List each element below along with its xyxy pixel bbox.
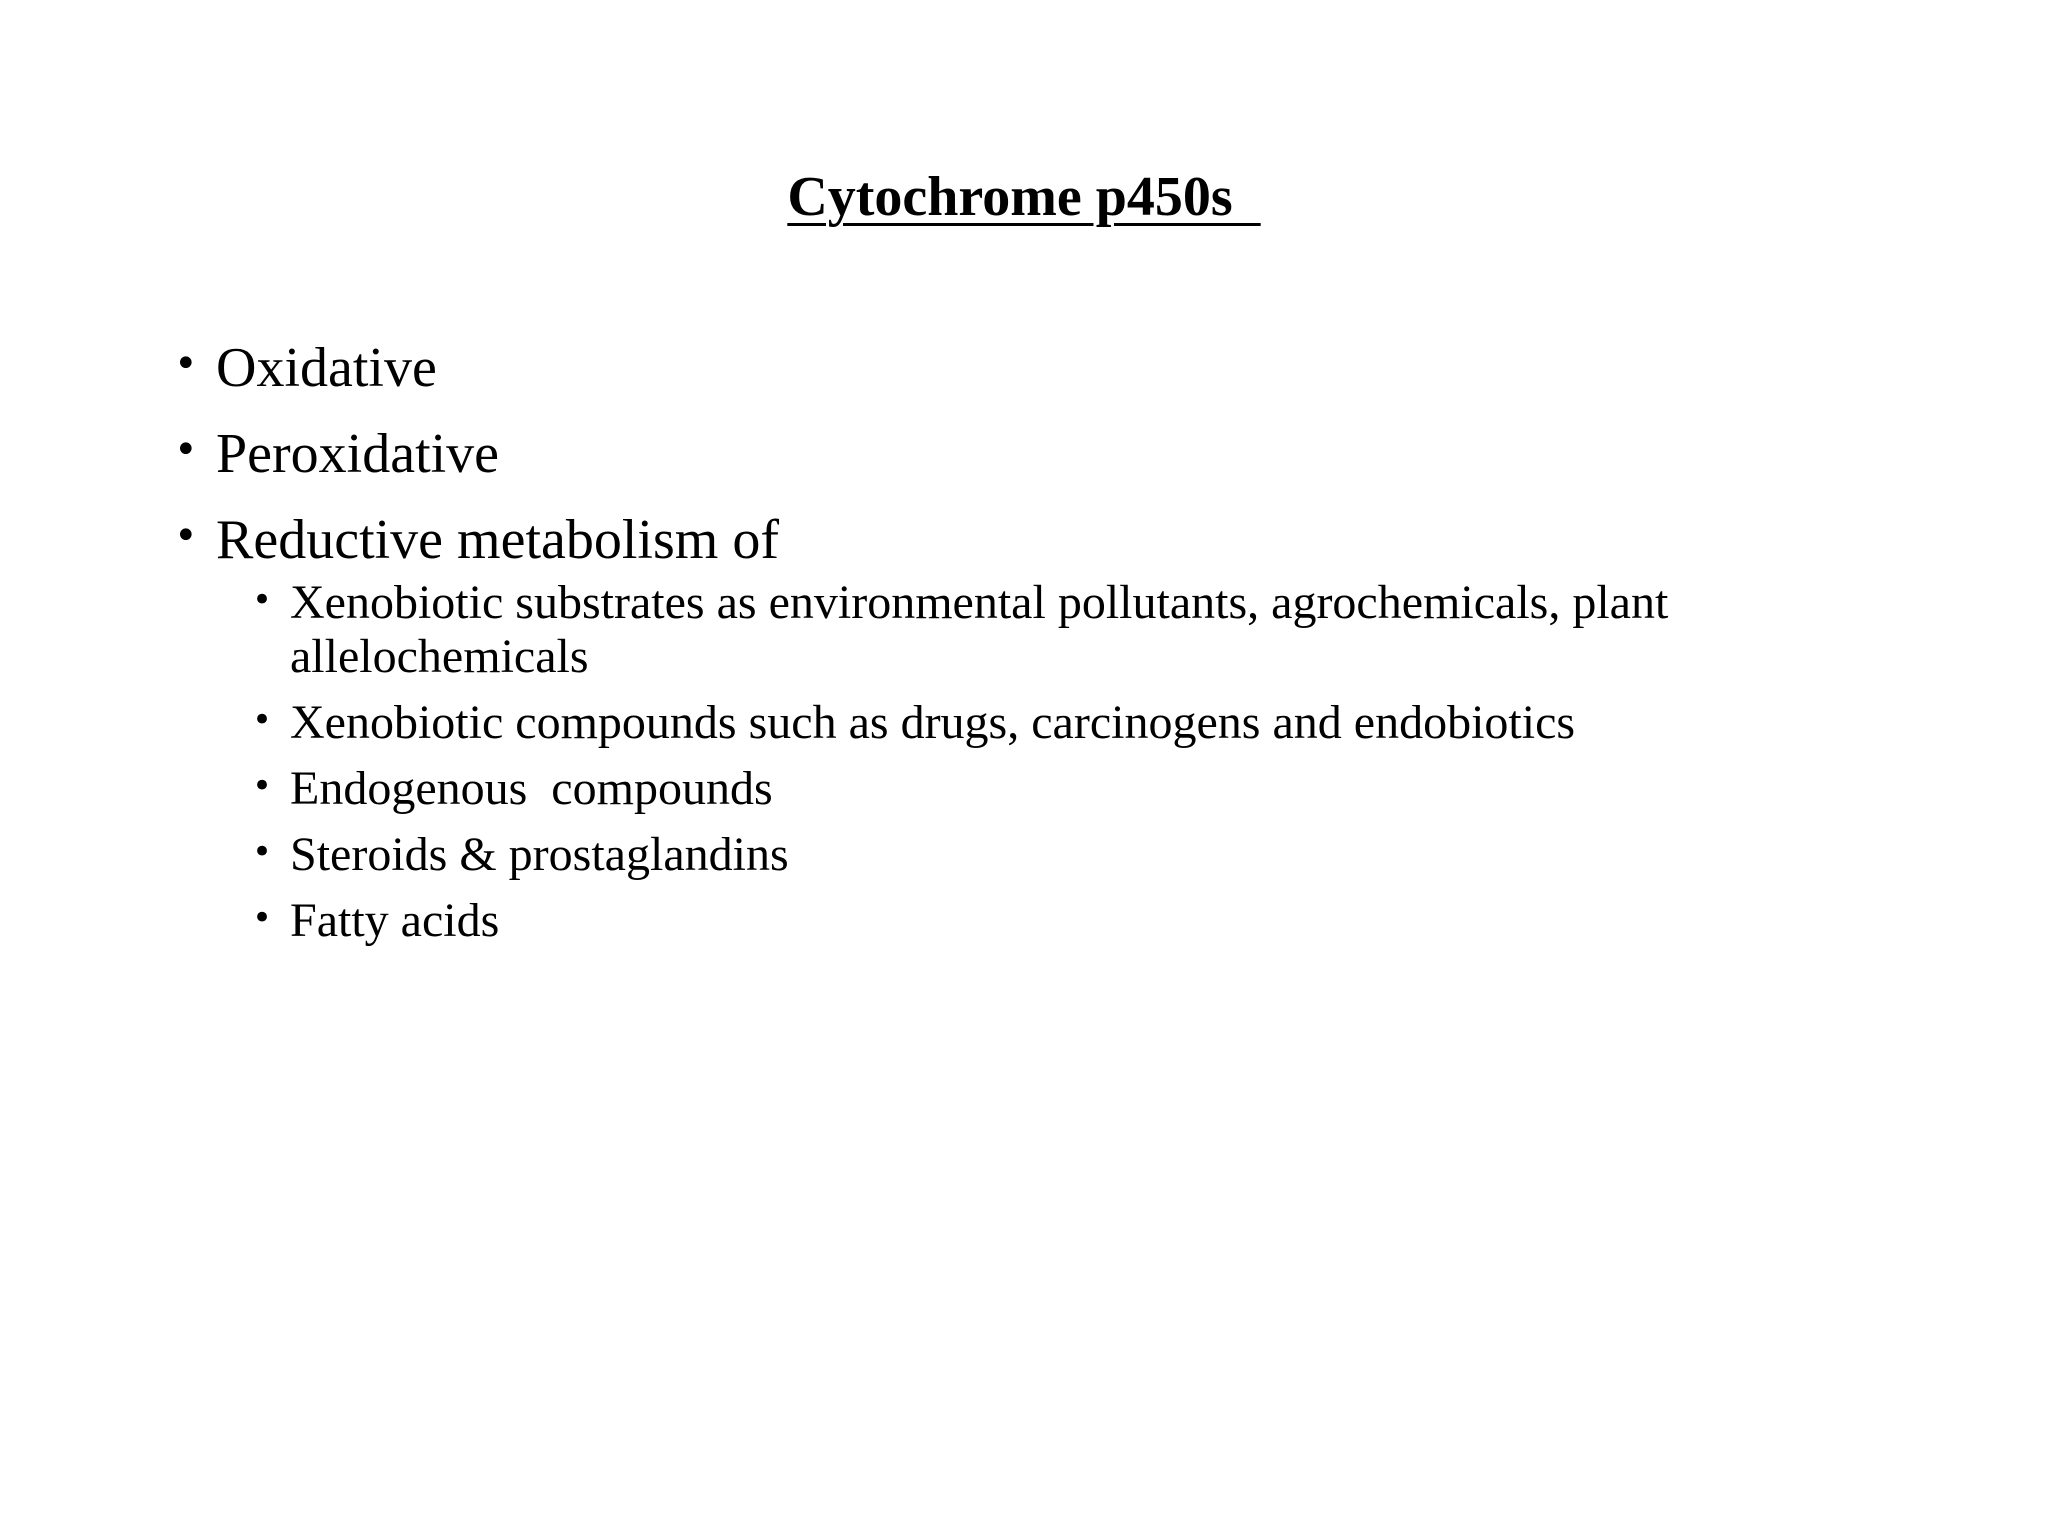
sub-bullet-icon: • bbox=[252, 580, 273, 620]
bullet-item bbox=[174, 508, 1874, 948]
sub-bullet-text: Fatty acids bbox=[290, 894, 500, 947]
bullet-icon: • bbox=[174, 341, 198, 387]
sub-bullet-text: Xenobiotic substrates as environmental pollutants, agrochemicals, plant allelochemicals bbox=[290, 576, 1669, 683]
sub-bullet-icon: • bbox=[252, 766, 273, 806]
bullet-list bbox=[174, 336, 1874, 970]
sub-bullet-icon: • bbox=[252, 898, 273, 938]
sub-bullet-item bbox=[252, 576, 1790, 684]
sub-bullet-text: Steroids & prostaglandins bbox=[290, 828, 789, 881]
bullet-item bbox=[174, 422, 1874, 486]
sub-bullet-list bbox=[252, 576, 1874, 948]
sub-bullet-item bbox=[252, 894, 1790, 948]
sub-bullet-icon: • bbox=[252, 832, 273, 872]
slide-title bbox=[0, 162, 2048, 232]
sub-bullet-item bbox=[252, 762, 1790, 816]
bullet-icon: • bbox=[174, 427, 198, 473]
slide-title-text: Cytochrome p450s bbox=[787, 166, 1261, 228]
bullet-item bbox=[174, 336, 1874, 400]
sub-bullet-item bbox=[252, 696, 1790, 750]
bullet-text: Reductive metabolism of bbox=[216, 509, 779, 571]
bullet-text: Oxidative bbox=[216, 337, 437, 399]
sub-bullet-item bbox=[252, 828, 1790, 882]
sub-bullet-text: Xenobiotic compounds such as drugs, carcinogens and endobiotics bbox=[290, 696, 1576, 749]
sub-bullet-icon: • bbox=[252, 700, 273, 740]
bullet-text: Peroxidative bbox=[216, 423, 500, 485]
sub-bullet-text: Endogenous compounds bbox=[290, 762, 773, 815]
bullet-icon: • bbox=[174, 513, 198, 559]
